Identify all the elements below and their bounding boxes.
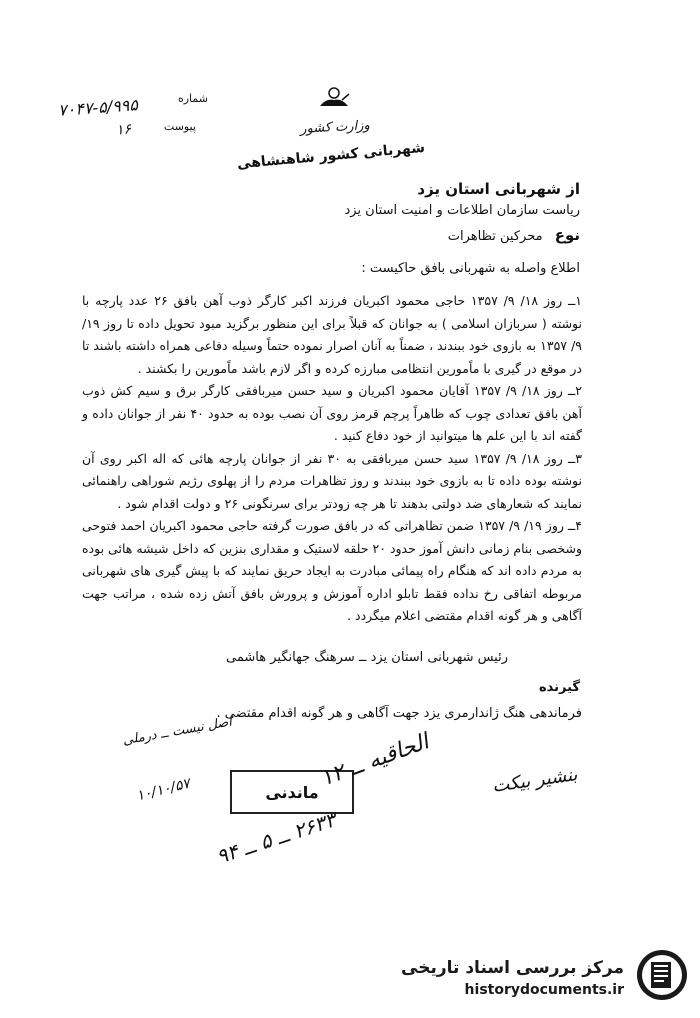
report-paragraph-3: ۳ــ روز ۱۸/ ۹/ ۱۳۵۷ سید حسن میربافقی به ۳۰ نفر از جوانان پارچه هائی که اله اکبر روی آن نوشته بوده داده تا به بازوی خود ببندند و روز تظاهرات مردم را از پهلوی رژیم شوراهی راهنمائی نمایند که شعارهای ضد دولتی بدهند تا هر چه زودتر برای سرنگونی ۲۶ و دولت اقدام شود . bbox=[82, 450, 583, 511]
report-body bbox=[82, 290, 582, 628]
watermark-title: مرکز بررسی اسناد تاریخی bbox=[401, 958, 624, 978]
handwritten-scribble-bottom: ۲۶۳۳ ــ ۵ ــ ۹۴ bbox=[213, 807, 339, 869]
organization-heading: شهربانی کشور شاهنشاهی bbox=[236, 139, 426, 173]
report-paragraph-1: ۱ــ روز ۱۸/ ۹/ ۱۳۵۷ حاجی محمود اکبریان فرزند اکبر کارگر ذوب آهن بافق ۲۶ عدد پارچه با نوشته ( سربازان اسلامی ) به جوانان که قبلاً برای این منظور برگزید مبود تحویل داده تا روز ۱۹/ ۹/ ۱۳۵۷ به بازوی خود ببندند ، ضمناً به آنان اصرار نموده حتماً وسیله دفاعی همراه داشته باشند تا در موقع در گیری با ماًمورین انتظامی مبارزه کرده و اگر لازم باشد ماًمورین را بکشند . bbox=[82, 293, 583, 376]
from-line: از شهربانی استان یزد bbox=[417, 180, 580, 198]
handwritten-right-note: بنشیر بیکت bbox=[490, 764, 579, 797]
to-line: ریاست سازمان اطلاعات و امنیت استان یزد bbox=[344, 203, 580, 218]
history-documents-logo-icon bbox=[635, 948, 689, 1002]
attachment-value: ۱۶ bbox=[115, 121, 132, 139]
handwritten-date: ۱۰/۱۰/۵۷ bbox=[134, 775, 192, 805]
document-number-label: شماره bbox=[177, 92, 208, 105]
subject-value: محرکین تظاهرات bbox=[447, 229, 543, 244]
archive-stamp: ماندنی bbox=[230, 770, 354, 814]
attachment-label: پیوست bbox=[163, 120, 196, 133]
handwritten-copy-note: اصل نیست ــ درملی bbox=[121, 714, 234, 749]
handwritten-scribble: الحاقیه ــ ۱۲ bbox=[317, 729, 433, 792]
subject-line bbox=[448, 226, 580, 244]
watermark-url: historydocuments.ir bbox=[464, 982, 624, 998]
report-paragraph-2: ۲ــ روز ۱۸/ ۹/ ۱۳۵۷ آقایان محمود اکبریان و سید حسن میربافقی کارگر برق و سیم کش ذوب آهن بافق تعدادی چوب که ظاهراً پرچم قرمز روی آن نصب بوده به حدود ۴۰ نفر از جوانان داده و گفته اند با این علم ها میتوانید از خود دفاع کنید . bbox=[82, 383, 583, 443]
subject-label: نوع bbox=[554, 226, 580, 244]
lion-and-sun-emblem-icon bbox=[316, 86, 352, 110]
report-paragraph-4: ۴ــ روز ۱۹/ ۹/ ۱۳۵۷ ضمن تظاهراتی که در بافق صورت گرفته حاجی محمود اکبریان احمد فتوحی وشخصی بنام زمانی دانش آموز حدود ۲۰ حلقه لاستیک و مقداری بنزین که داخل شیشه هائی بوده به مردم داده اند که هنگام راه پیمائی مبادرت به ایجاد حریق نمایند که با پیش گیری های شهربانی مربوطه اتفاقی رخ نداده فقط تابلو اداره آموزش و پرورش بافق آتش زده شده ، مراتب جهت آگاهی و هر گونه اقدام مقتضی اعلام میگردد . bbox=[82, 518, 583, 623]
recipient-text: فرماندهی هنگ ژاندارمری یزد جهت آگاهی و هر گونه اقدام مقتضی . bbox=[216, 706, 582, 721]
intro-line: اطلاع واصله به شهربانی بافق حاکیست : bbox=[361, 261, 580, 276]
document-number-value: ۷۰۴۷-۵/۹۹۵ bbox=[57, 95, 139, 120]
signatory-line: رئیس شهربانی استان یزد ــ سرهنگ جهانگیر هاشمی bbox=[226, 650, 508, 665]
recipient-label: گیرنده bbox=[538, 680, 580, 695]
document-number-block bbox=[58, 92, 208, 152]
ministry-heading: وزارت کشور bbox=[299, 118, 371, 137]
